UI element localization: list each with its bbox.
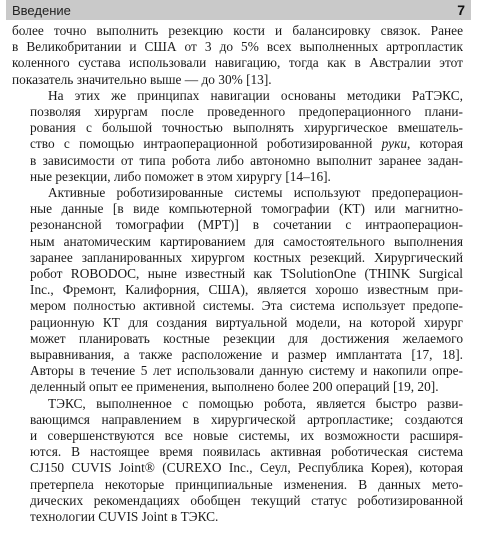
- running-header: [6, 0, 471, 20]
- text-line: в Великобритании и США от 3 до 5% всех выполненных артропластик: [12, 39, 463, 55]
- text-line: ные данные [в виде компьютерной томографии (КТ) или магнитно-: [30, 201, 463, 217]
- text-line: рования с большой точностью выполнять хирургическое вмешатель-: [30, 120, 463, 136]
- text-line: вающимся направлением в хирургической артропластике; создаются: [30, 411, 463, 427]
- text-line: технологии CUVIS Joint в ТЭКС.: [30, 509, 219, 525]
- text-line: робот ROBODOC, ныне известный как TSolutionOne (THINK Surgical: [30, 266, 463, 282]
- text-line: На этих же принципах навигации основаны методики РаТЭКС,: [48, 87, 463, 103]
- text-line: Авторы в течение 5 лет использовали данную систему и накопили опре-: [30, 363, 463, 379]
- text-line: мером полностью активной системы. Эта система использует предопе-: [30, 298, 463, 314]
- text-line: может планировать костные резекции для достижения желаемого: [30, 330, 463, 346]
- text-line: более точно выполнить резекцию кости и балансировку связок. Ранее: [12, 23, 463, 38]
- text-line: Inc., Фремонт, Калифорния, США), является хорошо известным при-: [30, 282, 463, 298]
- text-line: ются. В настоящее время появилась активная роботическая система: [30, 444, 463, 460]
- text-segment: , которая: [407, 136, 463, 152]
- text-line: резонансной томографии (МРТ)] в сочетании с интраоперацион-: [30, 217, 463, 233]
- paragraph-1: [12, 23, 463, 88]
- text-line: коленного сустава использовали навигацию, тогда как в Австралии этот: [12, 55, 463, 71]
- text-line: CJ150 CUVIS Joint® (CUREXO Inc., Сеул, Республика Корея), которая: [30, 460, 463, 476]
- text-line: дических рекомендациях обобщен текущий статус роботизированной: [30, 492, 463, 508]
- text-line: и совершенствуются все новые системы, их возможности расширя-: [30, 428, 463, 444]
- section-title: Введение: [12, 2, 71, 18]
- text-line: позволяя хирургам после проведенного предоперационного плани-: [30, 104, 463, 120]
- text-segment: ство с помощью интраоперационной роботизированной: [30, 136, 382, 152]
- text-line: Активные роботизированные системы используют предоперацион-: [48, 185, 463, 201]
- body-text: [12, 23, 463, 525]
- paragraph-3: [12, 185, 463, 396]
- paragraph-4: [12, 396, 463, 526]
- paragraph-2: [12, 88, 463, 185]
- italic-word: руки: [381, 136, 408, 152]
- text-line: ТЭКС, выполненное с помощью робота, является быстро разви-: [48, 395, 463, 411]
- page-number: 7: [457, 2, 465, 18]
- text-line: в зависимости от типа робота либо автономно выполнит заранее задан-: [30, 152, 463, 168]
- text-line: выравнивания, а также расположение и размер имплантата [17, 18].: [30, 347, 463, 363]
- text-line: рационную КТ для создания виртуальной модели, на которой хирург: [30, 314, 463, 330]
- text-line: показатель значительно выше — до 30% [13].: [12, 71, 272, 87]
- text-line: ные резекции, либо поможет в этом хирургу [14–16].: [30, 168, 331, 184]
- text-line: претерпела некоторые принципиальные изменения. В данных мето-: [30, 476, 463, 492]
- text-line: заранее запланированных хирургом костных резекций. Хирургический: [30, 249, 463, 265]
- text-line: ным анатомическим картированием для самостоятельного выполнения: [30, 233, 463, 249]
- text-line-with-italic: [12, 136, 463, 152]
- text-line: деленный опыт ее применения, выполнено более 200 операций [19, 20].: [30, 379, 439, 395]
